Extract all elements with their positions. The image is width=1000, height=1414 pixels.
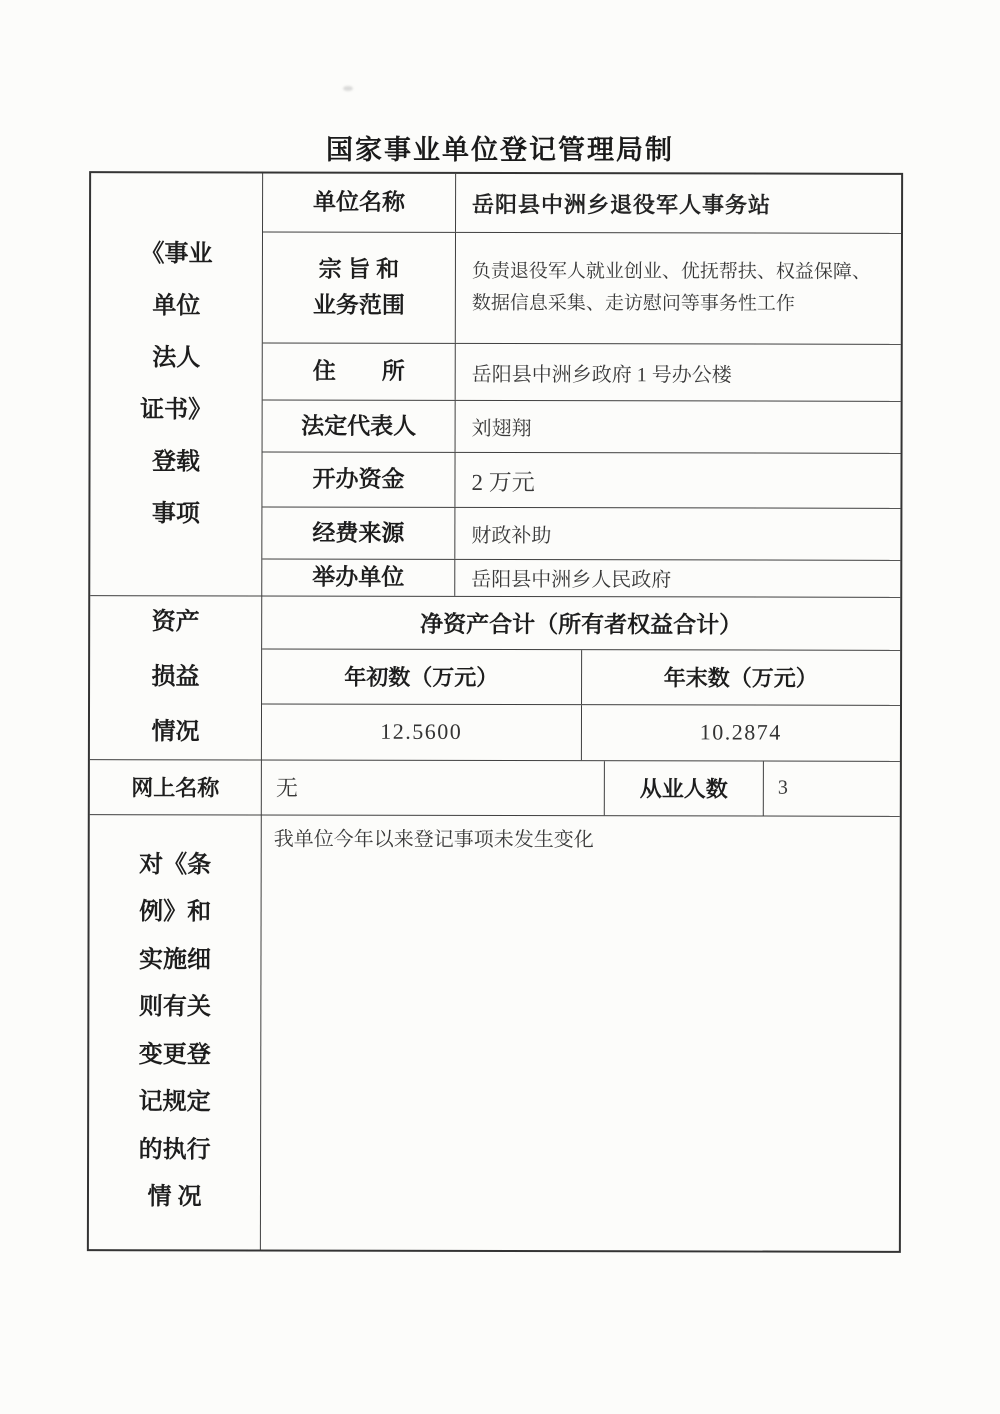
year-begin-header: 年初数（万元） xyxy=(344,664,499,691)
funding-source-label: 经费来源 xyxy=(262,508,455,559)
table-row-funding-source xyxy=(262,507,900,560)
side-header-line: 变更登 xyxy=(138,1042,211,1069)
sponsor-unit-label: 举办单位 xyxy=(262,560,455,596)
assets-section xyxy=(90,595,900,761)
side-header-line: 《事业 xyxy=(140,241,213,268)
legal-representative-label: 法定代表人 xyxy=(263,401,456,452)
year-end-value: 10.2874 xyxy=(580,705,900,761)
opening-funds-label: 开办资金 xyxy=(262,453,455,507)
year-begin-value: 12.5600 xyxy=(380,718,463,745)
side-header-line: 对《条 xyxy=(139,852,212,879)
address-label: 住 所 xyxy=(263,344,456,400)
compliance-section xyxy=(89,814,900,1251)
table-row-opening-funds xyxy=(262,452,900,508)
certificate-items-section xyxy=(90,173,901,596)
document-title: 国家事业单位登记管理局制 xyxy=(326,135,674,165)
side-header-line: 实施细 xyxy=(138,947,212,974)
online-name-section xyxy=(90,759,900,816)
assets-side-header xyxy=(90,596,262,759)
side-header-line: 记规定 xyxy=(138,1089,211,1116)
side-header-line: 法人 xyxy=(152,345,201,372)
unit-name-label: 单位名称 xyxy=(263,174,456,232)
funding-source-value: 财政补助 xyxy=(471,524,552,548)
side-header-line: 的执行 xyxy=(138,1137,211,1164)
side-header-line: 情况 xyxy=(151,718,200,746)
assets-rows xyxy=(262,596,900,760)
address-value: 岳阳县中洲乡政府 1 号办公楼 xyxy=(471,363,732,386)
purpose-scope-value: 负责退役军人就业创业、优抚帮扶、权益保障、数据信息采集、走访慰问等事务性工作 xyxy=(471,260,871,315)
certificate-rows xyxy=(262,174,901,597)
side-header-line: 登载 xyxy=(151,449,201,476)
assets-header-row xyxy=(262,649,900,705)
staff-count-value: 3 xyxy=(777,776,788,799)
side-header-line: 情 况 xyxy=(147,1184,202,1211)
side-header-line: 例》和 xyxy=(139,899,212,926)
compliance-statement: 我单位今年以来登记事项未发生变化 xyxy=(273,828,594,851)
legal-representative-value: 刘翅翔 xyxy=(471,417,532,441)
scan-smudge xyxy=(343,86,353,91)
purpose-scope-label-line1: 宗 旨 和 xyxy=(318,256,400,283)
year-end-header: 年末数（万元） xyxy=(581,650,901,705)
side-header-line: 单位 xyxy=(152,293,201,320)
purpose-scope-label-line2: 业务范围 xyxy=(312,292,405,318)
compliance-side-header xyxy=(89,815,262,1250)
certificate-side-header xyxy=(90,173,263,595)
online-name-value: 无 xyxy=(262,760,605,815)
unit-name-value: 岳阳县中洲乡退役军人事务站 xyxy=(472,191,772,218)
registration-table xyxy=(87,171,903,1253)
table-row-unit-name xyxy=(263,174,901,233)
assets-value-row xyxy=(262,704,900,760)
side-header-line: 事项 xyxy=(151,501,200,528)
side-header-line: 资产 xyxy=(151,608,200,636)
sponsor-unit-value: 岳阳县中洲乡人民政府 xyxy=(471,569,672,592)
side-header-line: 证书》 xyxy=(140,397,213,424)
side-header-line: 则有关 xyxy=(138,994,211,1021)
side-header-line: 损益 xyxy=(151,663,200,691)
table-row-sponsor-unit xyxy=(262,559,900,597)
net-assets-title: 净资产合计（所有者权益合计） xyxy=(262,596,900,650)
table-row-legal-representative xyxy=(263,400,901,453)
table-row-purpose-scope xyxy=(263,232,901,344)
purpose-scope-label xyxy=(263,233,456,343)
staff-count-label: 从业人数 xyxy=(605,761,764,815)
table-row-address xyxy=(263,343,901,401)
online-name-label: 网上名称 xyxy=(90,760,262,814)
opening-funds-value: 2 万元 xyxy=(471,469,535,495)
